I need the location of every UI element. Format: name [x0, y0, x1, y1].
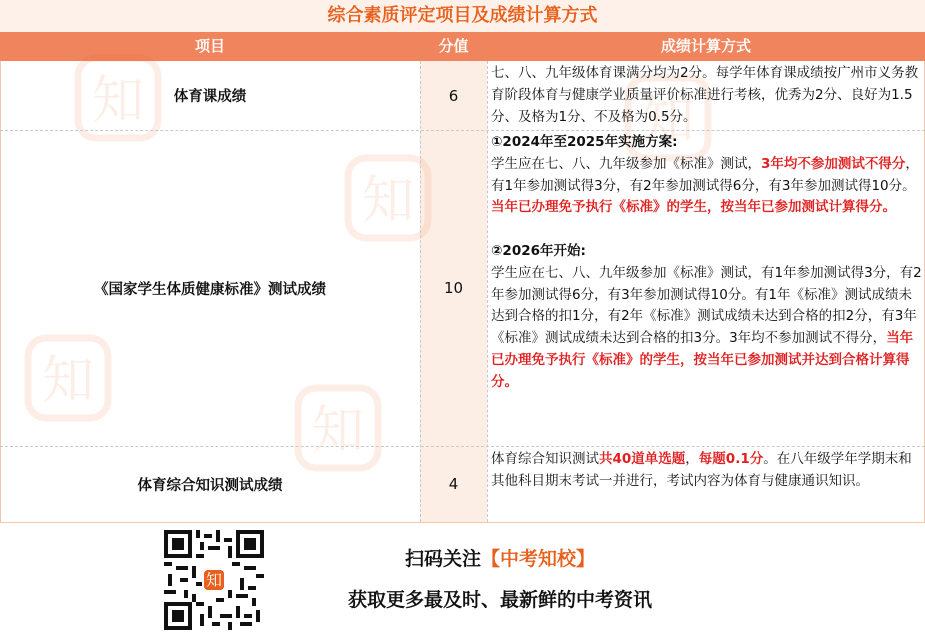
header-method: 成绩计算方式: [487, 32, 925, 61]
row-score-pe-class: 6: [448, 86, 459, 105]
plan1-text-b: ，有1年参加测试得3分，有2年参加测试得6分，有3年参加测试得10分。: [491, 155, 919, 194]
page-title: 综合素质评定项目及成绩计算方式: [0, 0, 925, 33]
plan2-text: 学生应在七、八、九年级参加《标准》测试，有1年参加测试得3分，有2年参加测试得6分，有3年参加测试得10分。有1年《标准》测试成绩未达到合格的扣1分，有2年《标准》测试成绩未达到合格的扣2分，有3年《标准》测试成绩未达到合格的扣3分。3年均不参加测试不得分，: [491, 264, 922, 347]
plan2-body: [491, 263, 922, 394]
plan2-red: 当年已办理免予执行《标准》的学生，按当年已参加测试并达到合格计算得分。: [491, 330, 914, 390]
row-score-fitness-standard: 10: [443, 279, 464, 297]
plan1-heading: ①2024年至2025年实施方案:: [491, 134, 678, 150]
knowledge-red-b: 每题0.1分: [698, 451, 764, 467]
qr-code-icon[interactable]: [164, 530, 264, 630]
row-method-pe-class: 七、八、九年级体育课满分均为2分。每学年体育课成绩按广州市义务教育阶段体育与健康学业质量评价标准进行考核，优秀为2分、良好为1.5分、及格为1分、不及格为0.5分。: [491, 65, 919, 125]
header-item: 项目: [0, 32, 420, 61]
plan2-heading: ②2026年开始:: [491, 242, 586, 259]
svg-text:知: 知: [311, 401, 365, 461]
row-item-fitness-standard: 《国家学生体质健康标准》测试成绩: [94, 281, 326, 298]
svg-text:知: 知: [91, 71, 145, 131]
row-item-pe-knowledge: 体育综合知识测试成绩: [137, 477, 283, 494]
footer-tagline: 获取更多最及时、最新鲜的中考资讯: [347, 589, 652, 611]
svg-text:知: 知: [361, 171, 415, 231]
footer: [0, 522, 925, 644]
plan1-text-a: 学生应在七、八、九年级参加《标准》测试，: [491, 155, 761, 172]
footer-follow-prefix: 扫码关注: [404, 548, 481, 570]
row-method-pe-knowledge: [491, 449, 922, 493]
footer-brand-name[interactable]: 【中考知校】: [481, 548, 596, 570]
row-method-fitness-standard: [491, 132, 922, 394]
knowledge-text-b: ，: [685, 451, 699, 467]
svg-text:知: 知: [641, 91, 695, 151]
plan1-red-b: 当年已办理免予执行《标准》的学生，按当年已参加测试计算得分。: [491, 199, 896, 216]
row-score-pe-knowledge: 4: [448, 475, 459, 493]
spacer: [491, 219, 922, 241]
plan1-red-a: 3年均不参加测试不得分: [761, 155, 906, 172]
knowledge-text-a: 体育综合知识测试: [491, 451, 599, 467]
knowledge-text-c: 。在八年级学年学期末和其他科目期末考试一并进行，考试内容为体育与健康通识知识。: [491, 451, 912, 489]
svg-text:知: 知: [41, 351, 95, 411]
footer-follow-line: [330, 544, 670, 571]
row-item-pe-class: 体育课成绩: [173, 89, 247, 105]
plan1-body: [491, 154, 922, 219]
brand-logo-icon: 知: [205, 570, 223, 590]
header-score: 分值: [420, 32, 487, 61]
knowledge-red-a: 共40道单选题: [599, 451, 686, 467]
